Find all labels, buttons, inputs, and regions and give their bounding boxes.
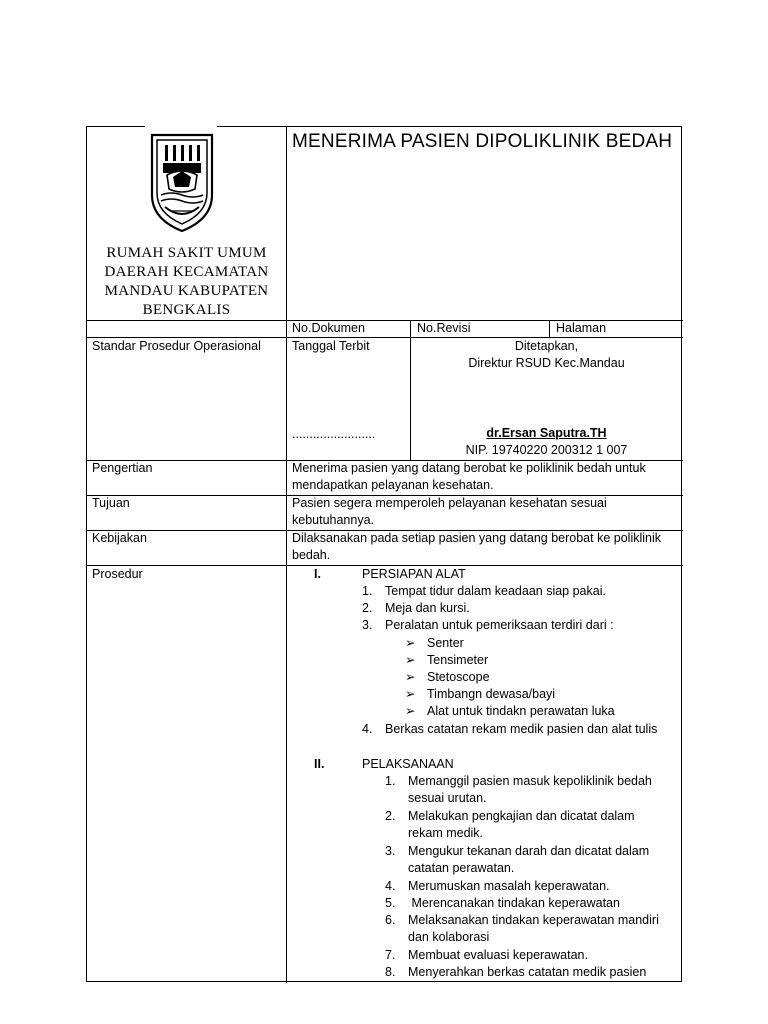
part2-item-text: Merumuskan masalah keperawatan. <box>408 879 610 893</box>
kebijakan-label: Kebijakan <box>92 531 147 545</box>
column-divider <box>286 127 287 983</box>
text-line: Melaksanakan tindakan keperawatan mandiri <box>408 913 659 927</box>
border-gap <box>145 125 217 129</box>
hospital-name-line: DAERAH KECAMATAN <box>104 264 269 280</box>
part2-item-text: Membuat evaluasi keperawatan. <box>408 948 588 962</box>
part1-item-text: Tempat tidur dalam keadaan siap pakai. <box>385 584 606 598</box>
tanggal-terbit-value: ........................ <box>292 427 376 441</box>
arrow-bullet-icon: ➢ <box>405 670 416 684</box>
bullet-item: Timbangn dewasa/bayi <box>427 687 556 701</box>
text-line: sesuai urutan. <box>408 791 487 805</box>
hospital-name-line: RUMAH SAKIT UMUM <box>106 245 267 261</box>
tujuan-label: Tujuan <box>92 496 130 510</box>
halaman-label: Halaman <box>556 321 607 335</box>
bullet-item: Tensimeter <box>427 653 489 667</box>
text-line: Dilaksanakan pada setiap pasien yang datang berobat ke poliklinik <box>292 531 662 545</box>
signer-name: dr.Ersan Saputra.TH <box>486 426 607 440</box>
text-line: rekam medik. <box>408 826 484 840</box>
part2-item-number: 8. <box>385 965 396 979</box>
kebijakan-text <box>292 530 682 564</box>
direktur-text: Direktur RSUD Kec.Mandau <box>468 356 625 370</box>
hospital-name-line: BENGKALIS <box>142 302 231 318</box>
part2-item-text: Menyerahkan berkas catatan medik pasien <box>408 965 647 979</box>
part2-heading: PELAKSANAAN <box>362 757 454 771</box>
part2-item-number: 6. <box>385 913 396 927</box>
part1-item-number: 4. <box>362 722 373 736</box>
text-line: kebutuhannya. <box>292 513 375 527</box>
arrow-bullet-icon: ➢ <box>405 687 416 701</box>
bullet-item: Senter <box>427 636 464 650</box>
part2-item-text <box>408 843 649 877</box>
text-line: Melakukan pengkajian dan dicatat dalam <box>408 809 635 823</box>
text-line: mendapatkan pelayanan kesehatan. <box>292 478 494 492</box>
bullet-item: Stetoscope <box>427 670 490 684</box>
part1-item-number: 2. <box>362 601 373 615</box>
part2-item-text <box>408 773 652 807</box>
no-dokumen-label: No.Dokumen <box>292 321 365 335</box>
text-line: Memanggil pasien masuk kepoliklinik bedah <box>408 774 652 788</box>
tujuan-text <box>292 495 682 529</box>
prosedur-label: Prosedur <box>92 567 143 581</box>
arrow-bullet-icon: ➢ <box>405 653 416 667</box>
text-line: dan kolaborasi <box>408 930 490 944</box>
tanggal-terbit-label: Tanggal Terbit <box>292 339 370 353</box>
bullet-item: Alat untuk tindakn perawatan luka <box>427 704 615 718</box>
no-revisi-label: No.Revisi <box>417 321 471 335</box>
part1-numeral: I. <box>314 567 321 581</box>
part1-item-text: Meja dan kursi. <box>385 601 470 615</box>
column-divider <box>549 320 550 337</box>
hospital-name <box>89 244 284 320</box>
arrow-bullet-icon: ➢ <box>405 704 416 718</box>
sop-label: Standar Prosedur Operasional <box>92 339 261 353</box>
part1-item-text: Berkas catatan rekam medik pasien dan alat tulis <box>385 722 658 736</box>
part1-item-number: 3. <box>362 618 373 632</box>
pengertian-text <box>292 460 682 494</box>
part1-item-text: Peralatan untuk pemeriksaan terdiri dari : <box>385 618 614 632</box>
text-line: Pasien segera memperoleh pelayanan kesehatan sesuai <box>292 496 607 510</box>
part2-numeral: II. <box>314 757 325 771</box>
text-line: Mengukur tekanan darah dan dicatat dalam <box>408 844 650 858</box>
ditetapkan-text: Ditetapkan, <box>514 339 579 353</box>
part2-item-number: 5. <box>385 896 396 910</box>
part2-item-number: 4. <box>385 879 396 893</box>
pengertian-label: Pengertian <box>92 461 153 475</box>
text-line: bedah. <box>292 548 331 562</box>
part2-item-number: 1. <box>385 774 396 788</box>
arrow-bullet-icon: ➢ <box>405 636 416 650</box>
part2-item-number: 7. <box>385 948 396 962</box>
part2-item-number: 3. <box>385 844 396 858</box>
text-line: Menerima pasien yang datang berobat ke poliklinik bedah untuk <box>292 461 646 475</box>
document-title: MENERIMA PASIEN DIPOLIKLINIK BEDAH <box>292 131 673 152</box>
text-line: catatan perawatan. <box>408 861 515 875</box>
hospital-name-line: MANDAU KABUPATEN <box>104 283 269 299</box>
signer-nip: NIP. 19740220 200312 1 007 <box>465 443 628 457</box>
part2-item-text <box>408 912 659 946</box>
part2-item-text: Merencanakan tindakan keperawatan <box>408 896 620 910</box>
part1-heading: PERSIAPAN ALAT <box>362 567 466 581</box>
hospital-crest-logo <box>149 133 215 233</box>
part2-item-number: 2. <box>385 809 396 823</box>
part2-item-text <box>408 808 635 842</box>
sop-document <box>86 126 682 982</box>
part1-item-number: 1. <box>362 584 373 598</box>
